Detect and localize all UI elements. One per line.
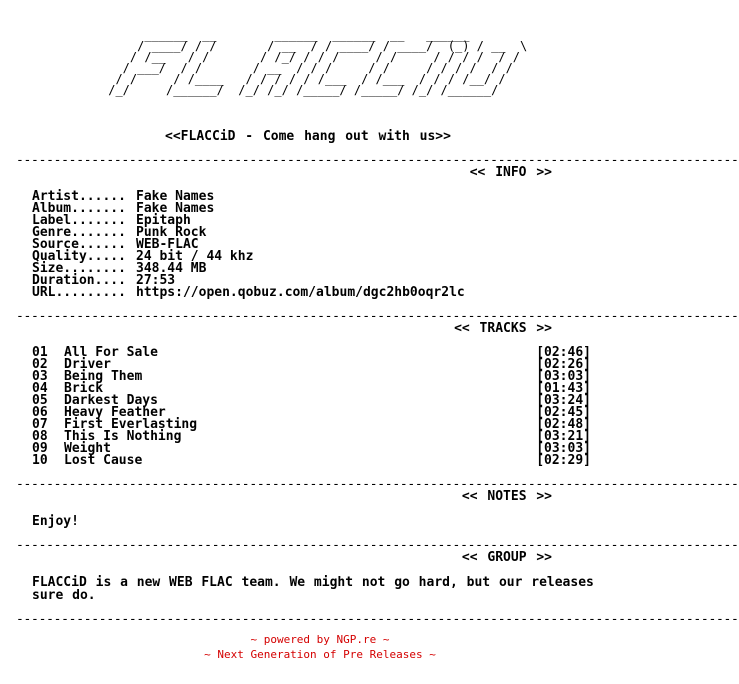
info-value: 27:53: [136, 273, 176, 288]
track-number: 02: [32, 357, 48, 372]
tracks-section-title: << TRACKS >>: [454, 321, 552, 336]
divider-rule: ------------------------------------------------------------------------------------------------: [16, 309, 739, 324]
divider-rule: ------------------------------------------------------------------------------------------------: [16, 612, 739, 627]
track-length: [02:46]: [536, 345, 591, 360]
info-value: Fake Names: [136, 189, 215, 204]
track-number: 10: [32, 453, 48, 468]
footer-powered-by: ~ powered by NGP.re ~: [250, 633, 390, 646]
info-value: WEB-FLAC: [136, 237, 199, 252]
track-title: This Is Nothing: [64, 429, 182, 444]
track-title: Heavy Feather: [64, 405, 166, 420]
nfo-document: [16, 28, 739, 627]
info-row-url: [32, 287, 600, 299]
divider-rule: ------------------------------------------------------------------------------------------------: [16, 153, 739, 168]
info-key: Genre.......: [32, 225, 126, 240]
group-description: FLACCiD is a new WEB FLAC team. We might not go hard, but our releases sure do.: [32, 575, 594, 603]
info-value: Punk Rock: [136, 225, 207, 240]
info-key: Duration....: [32, 273, 126, 288]
track-title: Driver: [64, 357, 111, 372]
info-key: Album.......: [32, 201, 126, 216]
footer: [0, 632, 640, 662]
info-key: URL.........: [32, 285, 126, 300]
info-key: Quality.....: [32, 249, 126, 264]
info-value: Epitaph: [136, 213, 191, 228]
track-length: [03:24]: [536, 393, 591, 408]
track-number: 04: [32, 381, 48, 396]
track-number: 06: [32, 405, 48, 420]
track-title: First Everlasting: [64, 417, 198, 432]
info-block: [16, 191, 600, 299]
track-number: 01: [32, 345, 48, 360]
track-length: [01:43]: [536, 381, 591, 396]
track-length: [03:03]: [536, 369, 591, 384]
track-title: Darkest Days: [64, 393, 158, 408]
track-title: Being Them: [64, 369, 143, 384]
info-section-title: << INFO >>: [469, 165, 552, 180]
info-key: Label.......: [32, 213, 126, 228]
track-row: [32, 431, 600, 443]
notes-text: Enjoy!: [32, 514, 79, 529]
track-length: [02:45]: [536, 405, 591, 420]
track-number: 05: [32, 393, 48, 408]
info-key: Source......: [32, 237, 126, 252]
info-value: 348.44 MB: [136, 261, 207, 276]
divider-rule: ------------------------------------------------------------------------------------------------: [16, 477, 739, 492]
divider-rule: ------------------------------------------------------------------------------------------------: [16, 538, 739, 553]
track-title: Lost Cause: [64, 453, 143, 468]
info-value: Fake Names: [136, 201, 215, 216]
track-length: [02:26]: [536, 357, 591, 372]
track-number: 08: [32, 429, 48, 444]
footer-ngp-tagline: ~ Next Generation of Pre Releases ~: [204, 648, 436, 661]
info-value: 24 bit / 44 khz: [136, 249, 254, 264]
track-number: 09: [32, 441, 48, 456]
notes-section-title: << NOTES >>: [461, 489, 552, 504]
track-row: [32, 347, 600, 359]
tracklist: [16, 347, 600, 467]
track-row: [32, 455, 600, 467]
info-url-value: https://open.qobuz.com/album/dgc2hb0oqr2lc: [136, 285, 465, 300]
track-length: [03:03]: [536, 441, 591, 456]
track-row: [32, 371, 600, 383]
flaccid-ascii-logo: ______ __ ______ ______ __ ______ / ____/ / / / __ / / ____/ / ____/ (_) / __ \ / /__ / / / /_/ / / / / / / / / / / / / ___/ / / / __ / / / / / / / / / / / / / / /____ / / / / / /___ / /___ / / / /__/ / /_/ /______/ /_/ /_/ /_____/ /_____/ /_/ /______/: [108, 28, 528, 97]
track-length: [02:48]: [536, 417, 591, 432]
group-section-title: << GROUP >>: [461, 550, 552, 565]
info-key: Size........: [32, 261, 126, 276]
track-length: [03:21]: [536, 429, 591, 444]
track-length: [02:29]: [536, 453, 591, 468]
info-key: Artist......: [32, 189, 126, 204]
track-number: 03: [32, 369, 48, 384]
track-number: 07: [32, 417, 48, 432]
track-title: Brick: [64, 381, 104, 396]
tagline: <<FLACCiD - Come hang out with us>>: [165, 129, 451, 144]
track-title: All For Sale: [64, 345, 158, 360]
track-title: Weight: [64, 441, 111, 456]
